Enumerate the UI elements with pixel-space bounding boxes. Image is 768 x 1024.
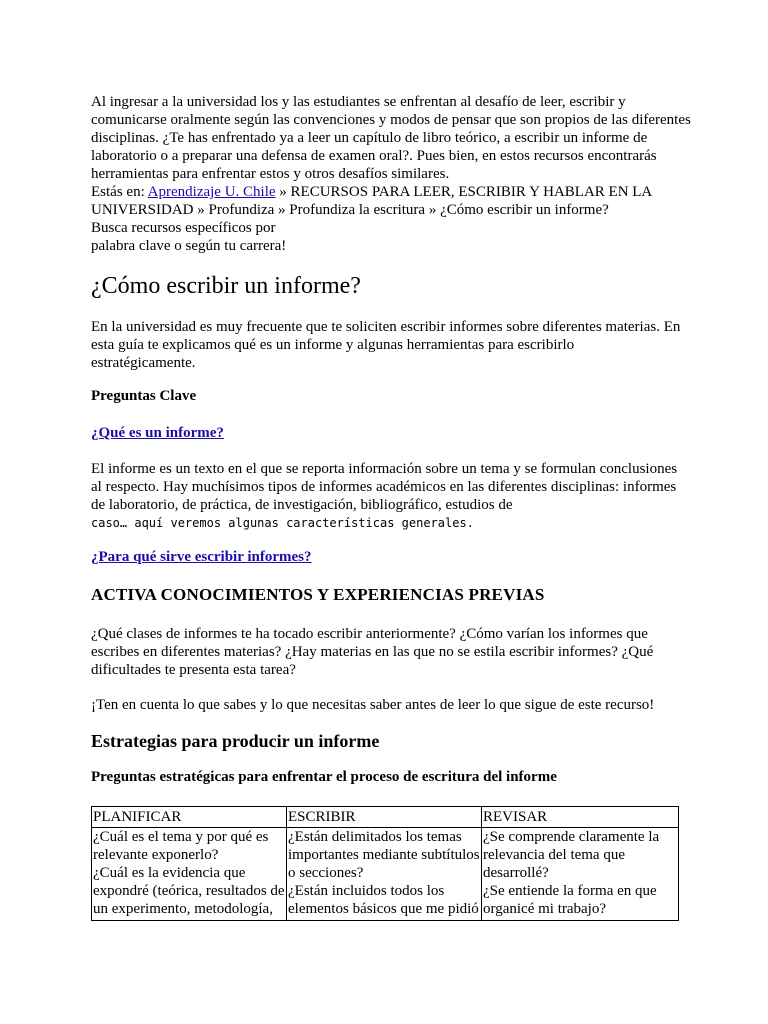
cell-line: un experimento, metodología, <box>93 901 273 917</box>
cell-line: expondré (teórica, resultados de <box>93 883 285 899</box>
breadcrumb <box>91 183 691 219</box>
strategies-heading: Estrategias para producir un informe <box>91 731 380 751</box>
search-hint-line1: Busca recursos específicos por <box>91 220 276 236</box>
cell-line: ¿Cuál es la evidencia que <box>93 865 246 881</box>
ten-cuenta-text: ¡Ten en cuenta lo que sabes y lo que necesitas saber antes de leer lo que sigue de este recurso! <box>91 697 655 713</box>
table-row <box>92 828 679 921</box>
cell-escribir <box>287 828 482 921</box>
strategic-questions-heading: Preguntas estratégicas para enfrentar el proceso de escritura del informe <box>91 769 557 785</box>
cell-line: relevancia del tema que <box>483 847 626 863</box>
header-revisar: REVISAR <box>482 807 679 828</box>
definition-main: El informe es un texto en el que se reporta información sobre un tema y se formulan conclusiones al respecto. Hay muchísimos tipos de informes académicos en las diferentes disciplinas: informes de laboratorio, de práctica, de investigación, bibliográfico, estudios de <box>91 461 678 513</box>
search-hint-line2: palabra clave o según tu carrera! <box>91 238 287 254</box>
key-questions-label: Preguntas Clave <box>91 388 197 404</box>
cell-line: organicé mi trabajo? <box>483 901 607 917</box>
breadcrumb-prefix: Estás en: <box>91 184 148 200</box>
intro-section <box>91 93 691 255</box>
why-write-reports-link[interactable]: ¿Para qué sirve escribir informes? <box>91 549 312 565</box>
cell-line: importantes mediante subtítulos <box>288 847 480 863</box>
cell-line: ¿Se entiende la forma en que <box>483 883 657 899</box>
cell-line: desarrollé? <box>483 865 549 881</box>
page-title: ¿Cómo escribir un informe? <box>91 273 361 299</box>
activa-heading: ACTIVA CONOCIMIENTOS Y EXPERIENCIAS PREVIAS <box>91 585 545 604</box>
cell-line: ¿Se comprende claramente la <box>483 829 660 845</box>
activa-text: ¿Qué clases de informes te ha tocado escribir anteriormente? ¿Cómo varían los informes que escribes en diferentes materias? ¿Hay materias en las que no se estila escribir informes? ¿Qué dificultades te presenta esta tarea? <box>91 626 654 678</box>
what-is-report-link[interactable]: ¿Qué es un informe? <box>91 425 224 441</box>
strategy-table <box>91 806 679 921</box>
intro-text: En la universidad es muy frecuente que te soliciten escribir informes sobre diferentes materias. En esta guía te explicamos qué es un informe y algunas herramientas para escribirlo estratégicamente. <box>91 319 681 371</box>
cell-line: relevante exponerlo? <box>93 847 219 863</box>
definition-text <box>91 460 681 532</box>
breadcrumb-path: » RECURSOS PARA LEER, ESCRIBIR Y HABLAR EN LA UNIVERSIDAD » Profundiza » Profundiza la escritura » ¿Cómo escribir un informe? <box>91 184 652 218</box>
intro-paragraph: Al ingresar a la universidad los y las estudiantes se enfrentan al desafío de leer, escribir y comunicarse oralmente según las convenciones y modos de pensar que son propios de las diferentes disciplinas. ¿Te has enfrentado ya a leer un capítulo de libro teórico, a escribir un informe de laboratorio o a preparar una defensa de examen oral?. Pues bien, en estos recursos encontrarás herramientas para enfrentar estos y otros desafíos similares. <box>91 94 691 182</box>
cell-line: ¿Cuál es el tema y por qué es <box>93 829 269 845</box>
breadcrumb-link-aprendizaje[interactable]: Aprendizaje U. Chile <box>147 184 276 200</box>
definition-mono: caso… aquí veremos algunas características generales. <box>91 516 474 530</box>
cell-planificar <box>92 828 287 921</box>
cell-line: ¿Están incluidos todos los <box>288 883 445 899</box>
cell-line: elementos básicos que me pidió <box>288 901 479 917</box>
cell-line: ¿Están delimitados los temas <box>288 829 462 845</box>
header-escribir: ESCRIBIR <box>287 807 482 828</box>
header-planificar: PLANIFICAR <box>92 807 287 828</box>
cell-line: o secciones? <box>288 865 364 881</box>
cell-revisar <box>482 828 679 921</box>
